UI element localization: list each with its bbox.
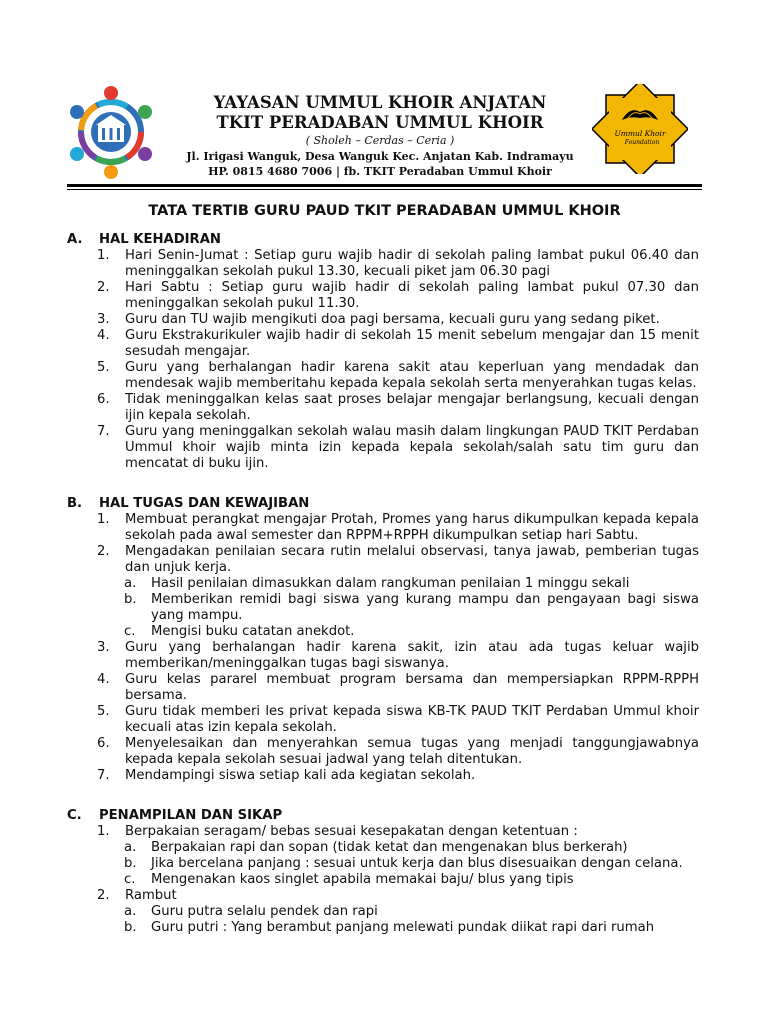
list-item: 2. Hari Sabtu : Setiap guru wajib hadir di sekolah paling lambat pukul 07.30 dan meninggalkan sekolah pukul 11.30. xyxy=(97,280,699,311)
sub-list-item: a. Hasil penilaian dimasukkan dalam rangkuman penilaian 1 minggu sekali xyxy=(124,576,630,591)
header-divider-thick xyxy=(67,184,702,187)
sub-list-item: c. Mengisi buku catatan anekdot. xyxy=(124,624,355,639)
logo-text-line1: Ummul Khoir xyxy=(614,129,666,138)
list-item: 1. Membuat perangkat mengajar Protah, Promes yang harus dikumpulkan kepada kepala sekolah pada awal semester dan RPPM+RPPH dikumpulkan setiap hari Sabtu. xyxy=(97,512,699,543)
section-spacer xyxy=(67,472,699,496)
section-heading xyxy=(67,496,699,512)
list-item: 3. Guru yang berhalangan hadir karena sakit, izin atau ada tugas keluar wajib memberikan/meninggalkan tugas bagi siswanya. xyxy=(97,640,699,671)
school-address: Jl. Irigasi Wanguk, Desa Wanguk Kec. Anjatan Kab. Indramayu xyxy=(186,150,574,163)
list-item: 2. Mengadakan penilaian secara rutin melalui observasi, tanya jawab, pemberian tugas dan unjuk kerja. xyxy=(97,544,699,575)
document-body xyxy=(67,232,699,936)
list-item: 6. Tidak meninggalkan kelas saat proses belajar mengajar berlangsung, kecuali dengan ijin kepala sekolah. xyxy=(97,392,699,423)
document-title: TATA TERTIB GURU PAUD TKIT PERADABAN UMMUL KHOIR xyxy=(148,203,621,219)
section-title: HAL TUGAS DAN KEWAJIBAN xyxy=(99,496,310,511)
section-letter: C. xyxy=(67,808,82,823)
school-name: TKIT PERADABAN UMMUL KHOIR xyxy=(216,113,544,132)
list-item: 2. Rambut xyxy=(97,888,177,903)
list-item: 4. Guru kelas pararel membuat program bersama dan mempersiapkan RPPM-RPPH bersama. xyxy=(97,672,699,703)
section-letter: B. xyxy=(67,496,83,511)
list-item: 7. Mendampingi siswa setiap kali ada kegiatan sekolah. xyxy=(97,768,476,783)
section-letter: A. xyxy=(67,232,83,247)
school-contact: HP. 0815 4680 7006 | fb. TKIT Peradaban Ummul Khoir xyxy=(208,165,552,178)
yayasan-logo xyxy=(55,84,167,180)
logo-text-line2: Foundation xyxy=(624,139,660,146)
list-item: 3. Guru dan TU wajib mengikuti doa pagi bersama, kecuali guru yang sedang piket. xyxy=(97,312,660,327)
list-item: 7. Guru yang meninggalkan sekolah walau masih dalam lingkungan PAUD TKIT Perdaban Ummul khoir wajib minta izin kepada kepala sekolah/salah satu tim guru dan mencatat di buku ijin. xyxy=(97,424,699,471)
sub-list-item: b. Memberikan remidi bagi siswa yang kurang mampu dan pengayaan bagi siswa yang mampu. xyxy=(124,592,699,623)
list-item: 5. Guru tidak memberi les privat kepada siswa KB-TK PAUD TKIT Perdaban Ummul khoir kecuali atas izin kepala sekolah. xyxy=(97,704,699,735)
section-title: HAL KEHADIRAN xyxy=(99,232,221,247)
list-item: 1. Berpakaian seragam/ bebas sesuai kesepakatan dengan ketentuan : xyxy=(97,824,578,839)
section-spacer xyxy=(67,784,699,808)
sub-list-item: a. Berpakaian rapi dan sopan (tidak ketat dan mengenakan blus berkerah) xyxy=(124,840,628,855)
list-item: 6. Menyelesaikan dan menyerahkan semua tugas yang menjadi tanggungjawabnya kepada kepala sekolah sesuai jadwal yang telah ditentukan. xyxy=(97,736,699,767)
foundation-logo xyxy=(592,84,688,174)
section-title: PENAMPILAN DAN SIKAP xyxy=(99,808,283,823)
letterhead xyxy=(180,93,580,179)
list-item: 4. Guru Ekstrakurikuler wajib hadir di sekolah 15 menit sebelum mengajar dan 15 menit sesudah mengajar. xyxy=(97,328,699,359)
sub-list-item: b. Jika bercelana panjang : sesuai untuk kerja dan blus disesuaikan dengan celana. xyxy=(124,856,683,871)
sub-list-item: b. Guru putri : Yang berambut panjang melewati pundak diikat rapi dari rumah xyxy=(124,920,655,935)
sub-list-item: c. Mengenakan kaos singlet apabila memakai baju/ blus yang tipis xyxy=(124,872,574,887)
building-icon xyxy=(91,112,131,152)
list-item: 5. Guru yang berhalangan hadir karena sakit atau keperluan yang mendadak dan mendesak wajib memberitahu kepada kepala sekolah serta menyerahkan tugas kelas. xyxy=(97,360,699,391)
header-divider-thin xyxy=(67,189,702,190)
section-heading xyxy=(67,808,699,824)
list-item: 1. Hari Senin-Jumat : Setiap guru wajib hadir di sekolah paling lambat pukul 06.40 dan meninggalkan sekolah pukul 13.30, kecuali piket jam 06.30 pagi xyxy=(97,248,699,279)
section-heading xyxy=(67,232,699,248)
sub-list-item: a. Guru putra selalu pendek dan rapi xyxy=(124,904,378,919)
foundation-name: YAYASAN UMMUL KHOIR ANJATAN xyxy=(213,93,547,112)
school-motto: ( Sholeh – Cerdas – Ceria ) xyxy=(305,134,455,147)
